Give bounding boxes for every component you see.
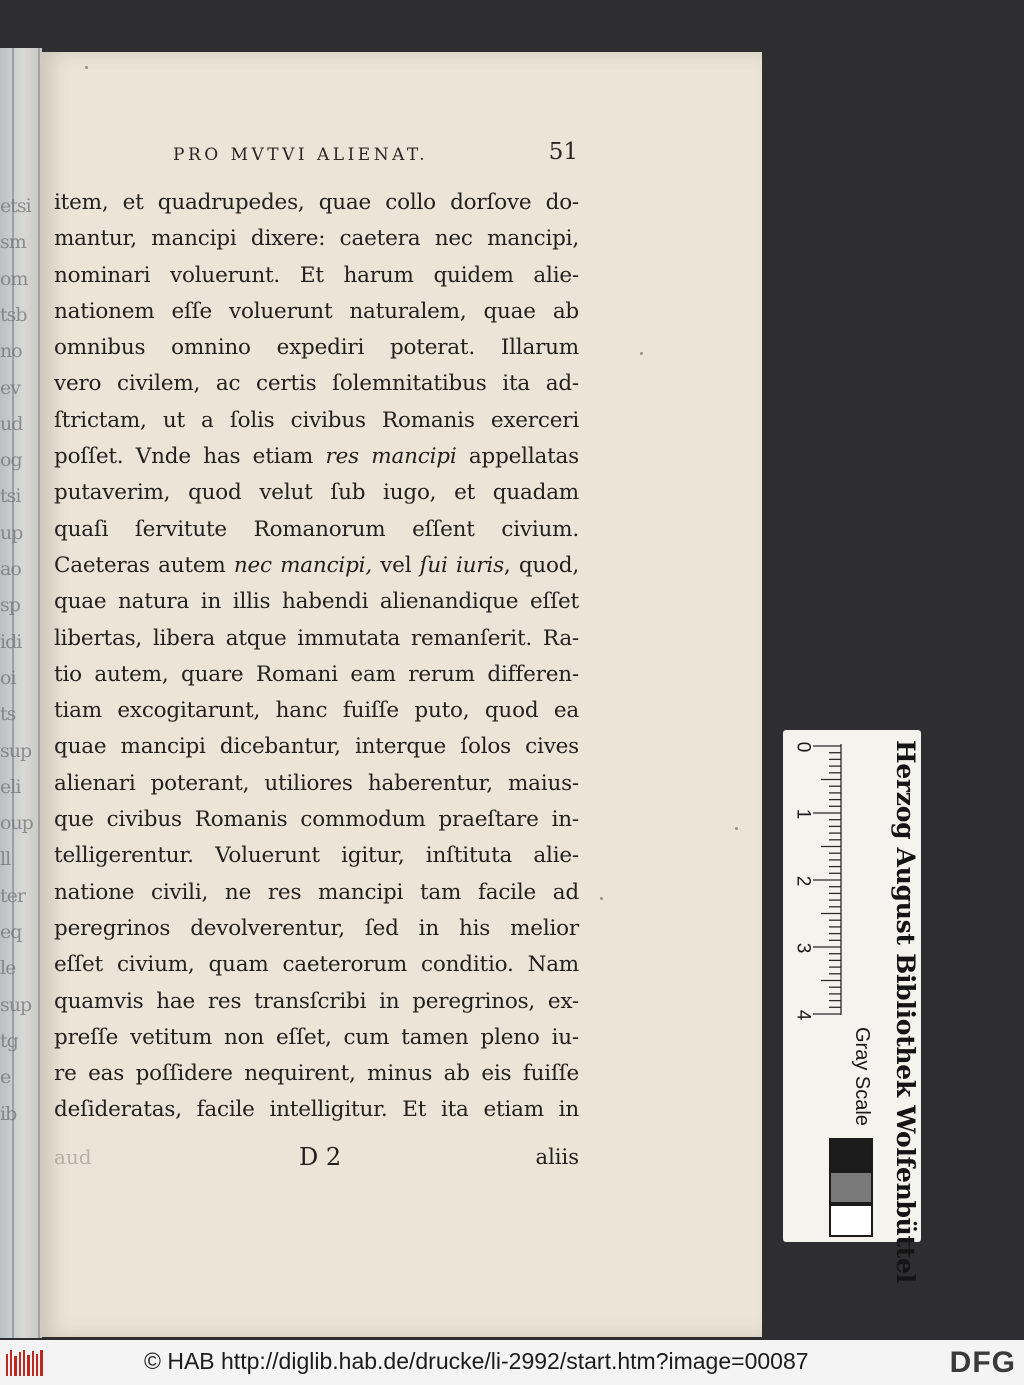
ghost-fragment: ao (0, 558, 21, 580)
text-line: natione civili, ne res mancipi tam facile ad (54, 879, 579, 905)
dfg-logo: DFG (949, 1346, 1016, 1379)
text-line: mantur, mancipi dixere: caetera nec mancipi, (54, 226, 579, 252)
text-line: re eas poſſidere nequirent, minus ab eis fuiſſe (54, 1061, 579, 1087)
text-segment: appellatas (456, 444, 580, 470)
text-line: quae natura in illis habendi alienandique eſſet (54, 589, 579, 615)
catchword: aliis (535, 1145, 579, 1169)
ghost-fragment: sm (0, 231, 26, 254)
library-brand: Herzog August Bibliothek Wolfenbüttel (891, 740, 920, 1283)
text-line: peregrinos devolverentur, ſed in his melior (54, 915, 579, 941)
gray-patch (829, 1138, 873, 1171)
ghost-fragment: tg (0, 1029, 18, 1052)
ghost-fragment: oi (0, 666, 16, 689)
ghost-fragment: ud (0, 412, 23, 435)
ghost-fragment: no (0, 340, 22, 363)
italic-phrase: nec mancipi, (233, 552, 372, 578)
page-number: 51 (548, 139, 578, 165)
copyright-link[interactable]: © HAB http://diglib.hab.de/drucke/li-2992/start.htm?image=00087 (144, 1348, 809, 1374)
text-line: omnibus omnino expediri poterat. Illarum (54, 335, 579, 361)
ruler-number: 0 (792, 741, 814, 753)
ghost-fragment: tsb (0, 303, 27, 326)
ghost-fragment: om (0, 267, 28, 290)
text-line: tio autem, quare Romani eam rerum differen- (54, 661, 579, 687)
text-line: preſſe vetitum non eſſet, cum tamen pleno iu- (54, 1024, 579, 1050)
paper-speck (85, 66, 88, 69)
body-text (54, 185, 579, 1129)
gray-patch (829, 1204, 873, 1237)
text-line: deſideratas, facile intelligitur. Et ita etiam in (54, 1097, 579, 1123)
text-line: alienari poterant, utiliores haberentur, maius- (54, 770, 579, 796)
ruler-number: 1 (792, 808, 814, 820)
footer-bar (0, 1340, 1024, 1385)
ghost-fragment: etsi (0, 195, 31, 217)
ghost-fragment: sp (0, 594, 20, 617)
ghost-fragment: sup (0, 993, 32, 1016)
gray-patch (829, 1171, 873, 1204)
text-line: putaverim, quod velut ſub iugo, et quadam (54, 480, 579, 506)
text-line: quae mancipi dicebantur, interque ſolos cives (54, 734, 579, 760)
text-line: quamvis hae res transſcribi in peregrinos, ex- (54, 988, 579, 1014)
running-head: PRO MVTVI ALIENAT. (173, 145, 429, 165)
ghost-fragment: ev (0, 376, 20, 399)
text-line: que civibus Romanis commodum praeſtare in- (54, 807, 579, 833)
gray-scale-label: Gray Scale (851, 1027, 873, 1126)
page-header (173, 139, 578, 171)
text-segment: poſſet. Vnde has etiam (54, 444, 326, 470)
paper-speck (735, 827, 738, 830)
ghost-fragment: ll (0, 848, 11, 871)
signature-mark: D 2 (299, 1143, 342, 1171)
ghost-fragment: idi (0, 630, 22, 653)
barcode-icon (6, 1350, 46, 1378)
ghost-fragment: oup (0, 812, 33, 835)
text-line: eſſet civium, quam caeterorum conditio. Nam (54, 952, 579, 978)
page-footer (54, 1145, 579, 1179)
ghost-fragment: og (0, 449, 22, 472)
text-line: nominari voluerunt. Et harum quidem alie- (54, 262, 579, 288)
ghost-fragment: le (0, 957, 16, 980)
text-line (54, 548, 579, 584)
text-line: ſtrictam, ut a ſolis civibus Romanis exerceri (54, 407, 579, 433)
ghost-fragment: ter (0, 884, 25, 907)
paper-speck (600, 897, 603, 900)
ruler-number: 3 (792, 942, 814, 954)
ghost-fragment: ib (0, 1102, 17, 1125)
ghost-fragment: eli (0, 775, 21, 798)
ghost-fragment: tsi (0, 485, 21, 508)
show-through-text: aud (54, 1145, 92, 1169)
ghost-fragment: up (0, 521, 23, 544)
text-segment: Caeteras autem (54, 552, 234, 578)
ghost-fragment: eq (0, 921, 22, 943)
text-line: quaſi ſervitute Romanorum eſſent civium. (54, 516, 579, 542)
text-line: vero civilem, ac certis ſolemnitatibus ita ad- (54, 371, 579, 397)
ruler-number: 4 (792, 1009, 814, 1021)
paper-speck (640, 352, 643, 355)
ghost-fragment: sup (0, 739, 32, 762)
italic-phrase: ſui iuris (419, 552, 504, 578)
ruler-number: 2 (792, 875, 814, 887)
text-line: libertas, libera atque immutata remanſerit. Ra- (54, 625, 579, 651)
text-line (54, 439, 579, 475)
text-line: telligerentur. Voluerunt igitur, inſtituta alie- (54, 843, 579, 869)
text-line: item, et quadrupedes, quae collo dorſove do- (54, 190, 579, 215)
text-segment: vel (371, 552, 420, 578)
ghost-fragment: ts (0, 703, 16, 726)
text-line: nationem eſſe voluerunt naturalem, quae ab (54, 298, 579, 324)
text-line: tiam excogitarunt, hanc fuiſſe puto, quod ea (54, 698, 579, 724)
ghost-fragment: e (0, 1066, 11, 1089)
text-segment: , quod, (503, 552, 579, 578)
italic-phrase: res mancipi (325, 444, 457, 470)
